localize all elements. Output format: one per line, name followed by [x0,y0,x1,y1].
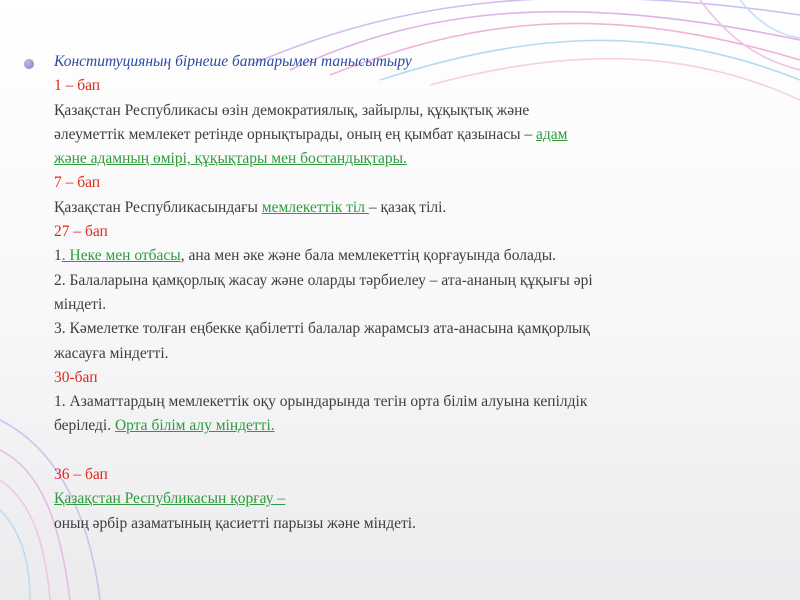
article-text-line: 2. Балаларына қамқорлық жасау және оларды тәрбиелеу – ата-ананың құқығы әрі [54,271,593,289]
article-text-line [54,147,754,171]
document-body [54,50,754,536]
article-text-line: беріледі. Орта білім алу міндетті. [54,417,275,435]
article-text-line: Қазақстан Республикасындағы мемлекеттік тіл – қазақ тілі. [54,198,447,216]
article-text-line: Қазақстан Республикасы өзін демократиялық, зайырлы, құқықтық және [54,101,530,119]
highlighted-link[interactable]: . Неке мен отбасы [61,247,181,265]
article-text-line: оның әрбір азаматының қасиетті парызы және міндеті. [54,514,416,532]
heading: Конституцияның бірнеше баптарымен танысытыру [54,53,412,70]
article-title: 7 – бап [54,174,101,192]
article-title: 1 – бап [54,77,101,95]
article-text-line: 1. Неке мен отбасы, ана мен әке және бала мемлекеттің қорғауында болады. [54,247,557,265]
highlighted-link[interactable]: адам [536,125,568,143]
bullet-icon [24,59,34,69]
article-title: 27 – бап [54,223,108,241]
article-text-line: 1. Азаматтардың мемлекеттік оқу орындарында тегін орта білім алуына кепілдік [54,393,588,411]
article-title: 36 – бап [54,466,108,484]
article-title: 30-бап [54,368,98,386]
article-text-line [54,487,754,511]
article-text-line: міндеті. [54,295,107,313]
spacer [54,439,754,463]
highlighted-link[interactable]: Орта білім алу міндетті. [114,417,275,435]
article-text-line: жасауға міндетті. [54,344,169,362]
article-text-line: 3. Кәмелетке толған еңбекке қабілетті балалар жарамсыз ата-анасына қамқорлық [54,320,590,338]
article-text-line: әлеуметтік мемлекет ретінде орнықтырады, оның ең қымбат қазынасы – адам [54,125,568,143]
highlighted-link[interactable]: Қазақстан Республикасын қорғау – [54,490,286,508]
highlighted-link[interactable]: және адамның өмірі, құқықтары мен бостандықтары. [54,150,407,168]
highlighted-link[interactable]: мемлекеттік тіл [261,198,369,216]
